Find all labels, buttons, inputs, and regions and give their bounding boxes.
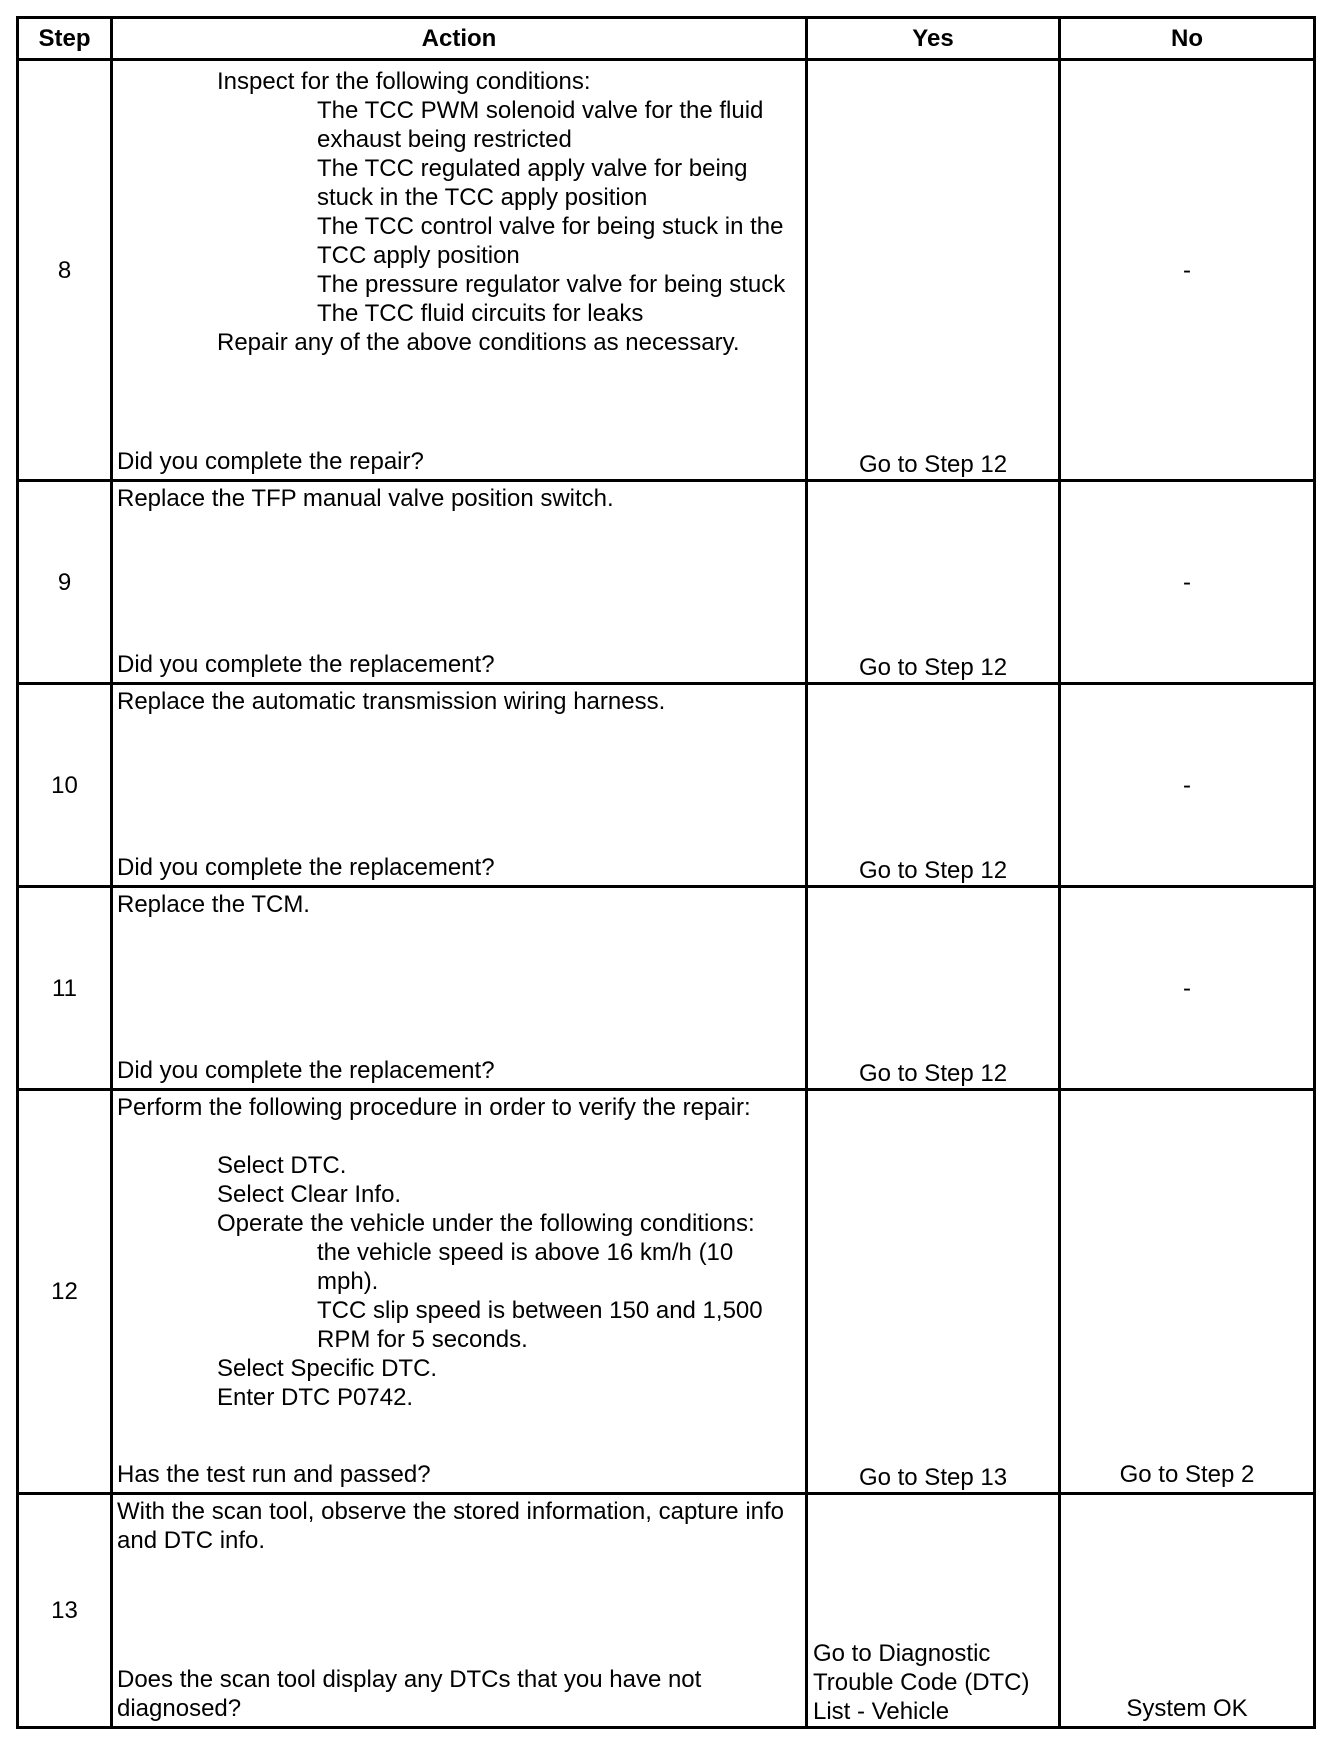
action-text: Replace the TCM.: [117, 891, 310, 919]
header-no: No: [1060, 18, 1315, 60]
action-cell: [112, 1493, 807, 1727]
header-row: [18, 18, 1315, 60]
action-cell: [112, 481, 807, 684]
condition-item: The TCC PWM solenoid valve for the fluid exhaust being restricted: [317, 97, 764, 153]
condition-item: The pressure regulator valve for being stuck: [317, 271, 786, 298]
table-row: [18, 684, 1315, 887]
condition-item: the vehicle speed is above 16 km/h (10 mph).: [317, 1239, 734, 1296]
no-result: -: [1060, 887, 1315, 1090]
action-question: Did you complete the repair?: [117, 448, 424, 476]
action-cell: [112, 887, 807, 1090]
action-intro: Inspect for the following conditions:: [217, 68, 591, 95]
step-number: 13: [18, 1493, 112, 1727]
yes-result: Go to Step 12: [807, 481, 1060, 684]
header-yes: Yes: [807, 18, 1060, 60]
procedure-item: Operate the vehicle under the following conditions:: [217, 1210, 755, 1238]
header-action: Action: [112, 18, 807, 60]
table-row: [18, 60, 1315, 481]
condition-item: The TCC control valve for being stuck in the TCC apply position: [317, 213, 784, 269]
step-number: 12: [18, 1090, 112, 1494]
action-text: Perform the following procedure in order to verify the repair:: [117, 1094, 751, 1122]
condition-item: The TCC regulated apply valve for being stuck in the TCC apply position: [317, 155, 748, 211]
action-outro: Repair any of the above conditions as necessary.: [217, 329, 740, 356]
diagnostic-table: [16, 16, 1316, 1729]
procedure-item: Select Clear Info.: [217, 1181, 402, 1209]
step-number: 8: [18, 60, 112, 481]
procedure-item: Select Specific DTC.: [217, 1355, 438, 1383]
action-cell: [112, 684, 807, 887]
yes-result: Go to Step 12: [807, 60, 1060, 481]
action-text: Replace the automatic transmission wiring harness.: [117, 688, 666, 716]
action-question: Does the scan tool display any DTCs that you have not diagnosed?: [117, 1666, 702, 1722]
procedure-item: Enter DTC P0742.: [217, 1384, 414, 1412]
table-row: [18, 1090, 1315, 1494]
step-number: 11: [18, 887, 112, 1090]
no-result: -: [1060, 481, 1315, 684]
condition-item: TCC slip speed is between 150 and 1,500 RPM for 5 seconds.: [317, 1297, 763, 1354]
action-question: Did you complete the replacement?: [117, 1057, 495, 1085]
action-question: Did you complete the replacement?: [117, 854, 495, 882]
yes-result: Go to Step 12: [807, 887, 1060, 1090]
no-result: Go to Step 2: [1060, 1090, 1315, 1494]
procedure-item: Select DTC.: [217, 1152, 347, 1180]
action-text: Replace the TFP manual valve position switch.: [117, 485, 614, 513]
yes-result: Go to Step 13: [807, 1090, 1060, 1494]
no-result: -: [1060, 60, 1315, 481]
action-question: Did you complete the replacement?: [117, 651, 495, 679]
header-step: Step: [18, 18, 112, 60]
step-number: 9: [18, 481, 112, 684]
action-text: With the scan tool, observe the stored information, capture info and DTC info.: [117, 1497, 785, 1554]
yes-result: Go to Step 12: [807, 684, 1060, 887]
action-cell: [112, 1090, 807, 1494]
no-result: System OK: [1060, 1493, 1315, 1727]
table-row: [18, 1493, 1315, 1727]
condition-item: The TCC fluid circuits for leaks: [317, 300, 644, 327]
table-row: [18, 481, 1315, 684]
table-row: [18, 887, 1315, 1090]
step-number: 10: [18, 684, 112, 887]
no-result: -: [1060, 684, 1315, 887]
yes-result: Go to Diagnostic Trouble Code (DTC) List - Vehicle: [807, 1493, 1060, 1727]
action-question: Has the test run and passed?: [117, 1460, 431, 1488]
action-cell: [112, 60, 807, 481]
